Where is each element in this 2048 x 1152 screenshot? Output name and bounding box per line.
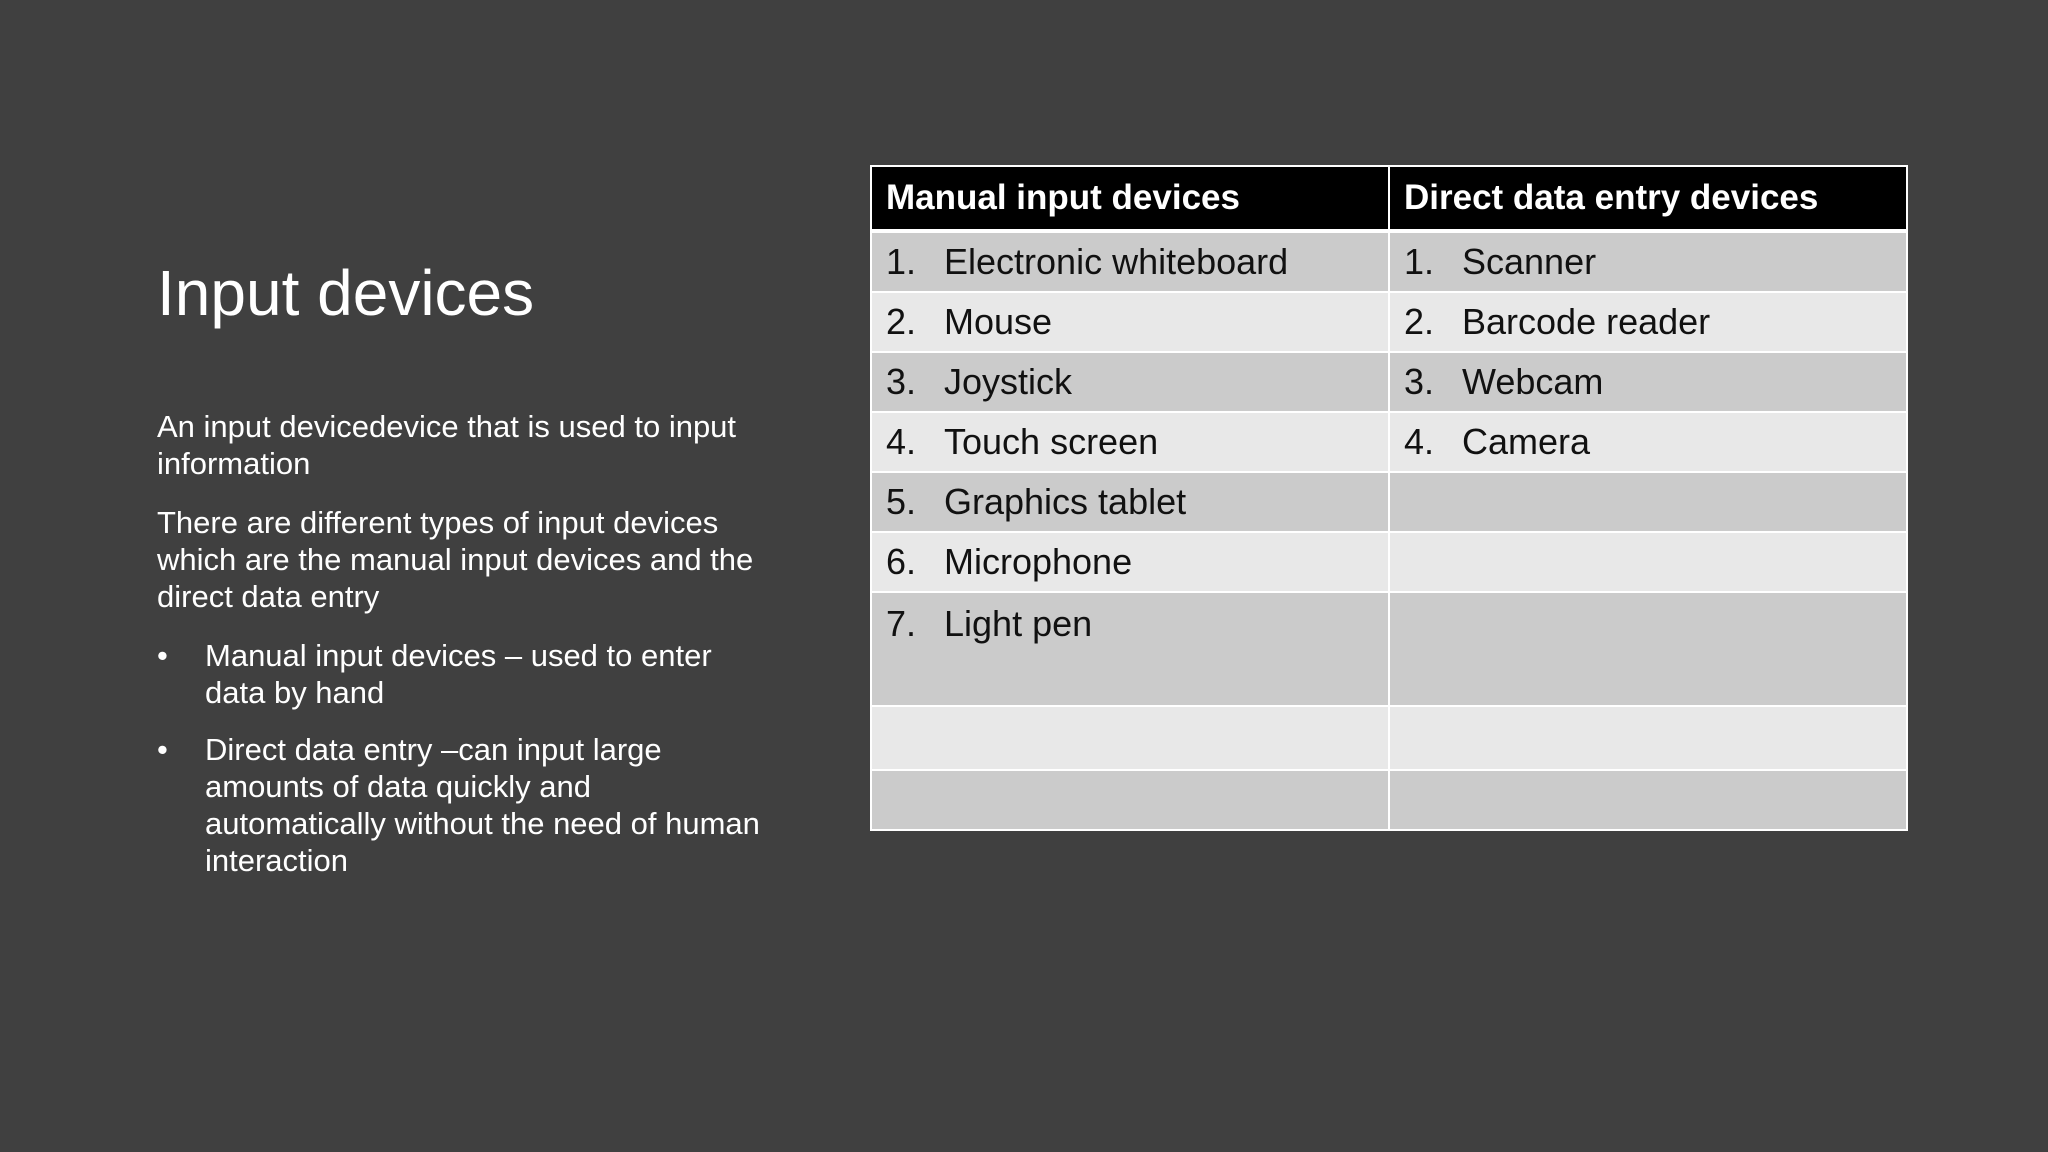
bullet-item: [157, 637, 777, 711]
bullet-icon: •: [157, 638, 168, 673]
item-number: 3.: [886, 361, 917, 402]
direct-cell: [1389, 532, 1907, 592]
body-paragraph: There are different types of input devices which are the manual input devices and the direct data entry: [157, 505, 754, 614]
manual-cell: [871, 412, 1389, 472]
table-row: [871, 231, 1907, 292]
item-label: Electronic whiteboard: [944, 241, 1289, 282]
item-number: 5.: [886, 481, 917, 522]
manual-cell: [871, 592, 1389, 706]
manual-cell: [871, 292, 1389, 352]
table-row: [871, 592, 1907, 706]
manual-cell: [871, 231, 1389, 292]
manual-cell: [871, 472, 1389, 532]
manual-cell: [871, 706, 1389, 770]
direct-cell: [1389, 352, 1907, 412]
direct-cell: [1389, 592, 1907, 706]
item-label: Camera: [1462, 421, 1591, 462]
slide-body: [157, 408, 777, 899]
manual-cell: [871, 532, 1389, 592]
manual-cell: [871, 352, 1389, 412]
header-direct-data-entry: Direct data entry devices: [1389, 166, 1907, 231]
item-number: 3.: [1404, 361, 1435, 402]
item-label: Scanner: [1462, 241, 1597, 282]
table-header-row: [871, 166, 1907, 231]
item-number: 2.: [886, 301, 917, 342]
item-number: 1.: [1404, 241, 1435, 282]
table-row: [871, 352, 1907, 412]
item-label: Light pen: [944, 603, 1093, 644]
devices-table: [870, 165, 1908, 831]
item-label: Barcode reader: [1462, 301, 1711, 342]
item-label: Graphics tablet: [944, 481, 1187, 522]
bullet-list: [157, 637, 777, 879]
slide-title: Input devices: [157, 257, 535, 329]
item-number: 1.: [886, 241, 917, 282]
manual-cell: [871, 770, 1389, 830]
item-label: Mouse: [944, 301, 1053, 342]
table-row: [871, 292, 1907, 352]
body-paragraph: An input devicedevice that is used to input information: [157, 409, 737, 481]
item-number: 2.: [1404, 301, 1435, 342]
table-row: [871, 706, 1907, 770]
item-number: 4.: [886, 421, 917, 462]
item-label: Webcam: [1462, 361, 1604, 402]
bullet-text: Direct data entry –can input large amounts of data quickly and automatically without the need of human interaction: [205, 732, 760, 878]
item-label: Joystick: [944, 361, 1073, 402]
item-number: 7.: [886, 603, 917, 644]
item-number: 4.: [1404, 421, 1435, 462]
item-number: 6.: [886, 541, 917, 582]
item-label: Touch screen: [944, 421, 1159, 462]
header-manual-input: Manual input devices: [871, 166, 1389, 231]
direct-cell: [1389, 770, 1907, 830]
bullet-item: [157, 731, 777, 879]
direct-cell: [1389, 231, 1907, 292]
direct-cell: [1389, 292, 1907, 352]
item-label: Microphone: [944, 541, 1133, 582]
direct-cell: [1389, 706, 1907, 770]
direct-cell: [1389, 472, 1907, 532]
bullet-icon: •: [157, 732, 168, 767]
table-row: [871, 412, 1907, 472]
table-row: [871, 770, 1907, 830]
direct-cell: [1389, 412, 1907, 472]
table-row: [871, 472, 1907, 532]
bullet-text: Manual input devices – used to enter data by hand: [205, 638, 712, 710]
table-row: [871, 532, 1907, 592]
